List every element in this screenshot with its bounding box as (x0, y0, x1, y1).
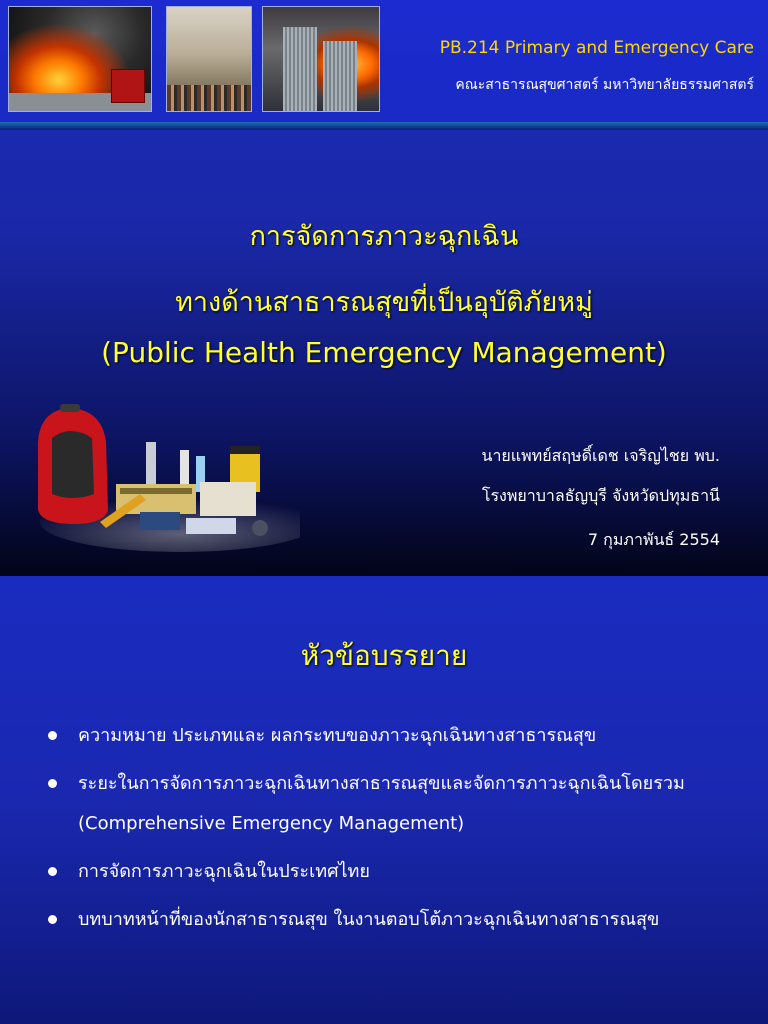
main-title-line-1: การจัดการภาวะฉุกเฉิน (249, 221, 519, 252)
outline-bullet (48, 852, 738, 892)
outline-bullet (48, 900, 738, 940)
presentation-date: 7 กุมภาพันธ์ 2554 (587, 530, 720, 549)
bullet-text: การจัดการภาวะฉุกเฉินในประเทศไทย (78, 861, 370, 882)
main-title-line-3: (Public Health Emergency Management) (101, 336, 667, 369)
bullet-dot-icon (48, 867, 57, 876)
fire-disaster-photo (8, 6, 152, 112)
bullet-text: ระยะในการจัดการภาวะฉุกเฉินทางสาธารณสุขและจัดการภาวะฉุกเฉินโดยรวม (Comprehensive Emergency Management) (78, 773, 685, 834)
outline-title: หัวข้อบรรยาย (300, 639, 468, 672)
outline-slide (0, 576, 768, 1024)
main-title-line-2: ทางด้านสาธารณสุขที่เป็นอุบัติภัยหมู่ (175, 287, 593, 318)
speaker-name: นายแพทย์สฤษดิ์เดช เจริญไชย พบ. (481, 446, 720, 465)
emergency-kit-illustration (30, 402, 300, 552)
bullet-dot-icon (48, 915, 57, 924)
outline-bullet (48, 716, 738, 756)
faculty-name: คณะสาธารณสุขศาสตร์ มหาวิทยาลัยธรรมศาสตร์ (455, 77, 754, 93)
bullet-dot-icon (48, 779, 57, 788)
bullet-dot-icon (48, 731, 57, 740)
outline-bullet-list (48, 716, 738, 948)
bullet-text: ความหมาย ประเภทและ ผลกระทบของภาวะฉุกเฉินทางสาธารณสุข (78, 725, 597, 746)
course-title: PB.214 Primary and Emergency Care (439, 38, 754, 58)
tsunami-disaster-photo (166, 6, 252, 112)
bullet-text: บทบาทหน้าที่ของนักสาธารณสุข ในงานตอบโต้ภาวะฉุกเฉินทางสาธารณสุข (78, 909, 660, 930)
header-divider (0, 122, 768, 130)
tower-attack-photo (262, 6, 380, 112)
speaker-hospital: โรงพยาบาลธัญบุรี จังหวัดปทุมธานี (481, 486, 720, 505)
outline-bullet (48, 764, 738, 844)
